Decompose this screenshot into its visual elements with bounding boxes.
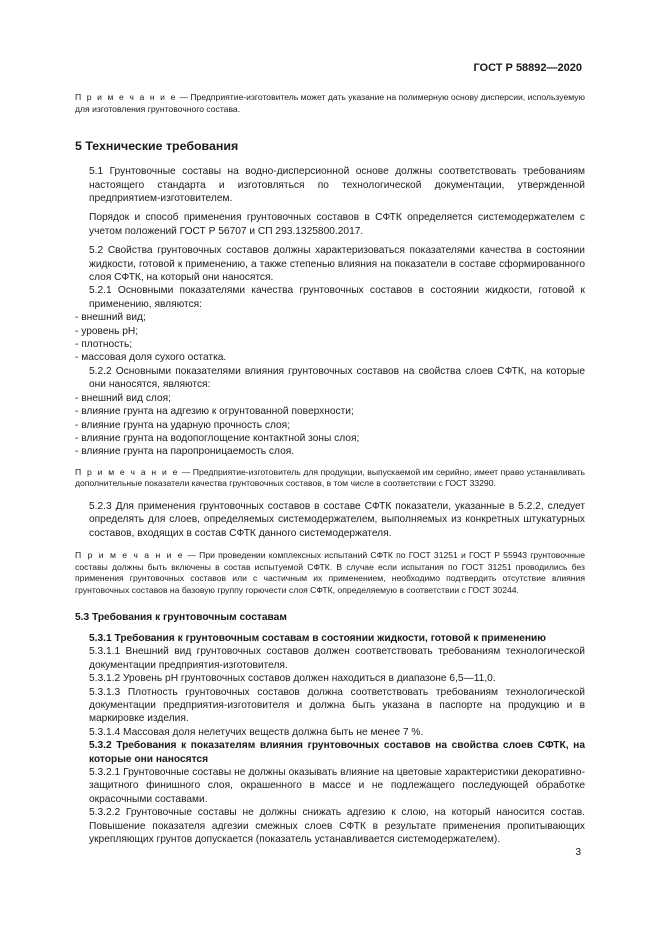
paragraph-5-3-2-2: 5.3.2.2 Грунтовочные составы не должны снижать адгезию к слою, на который наносится состав. Повышение показателя адгезии смежных слоев СФТК в результате применения пропитывающих укрепляющих грунтов допускается (показатель устанавливается системодержателем). — [89, 807, 585, 845]
section-title: 5 Технические требования — [75, 139, 239, 154]
paragraph-5-2: 5.2 Свойства грунтовочных составов должны характеризоваться показателями качества в состоянии жидкости, готовой к применению, а также степенью влияния на показатели в составе сформированного слоя СФТК, на который они наносятся. — [89, 245, 585, 284]
paragraph-5-3-2-1: 5.3.2.1 Грунтовочные составы не должны оказывать влияние на цветовые характеристики декоративно-защитного финишного слоя, окрашенного в массе и не подлежащего последующей обработке окрасочными составами. — [89, 766, 585, 805]
note-text: — Предприятие-изготовитель для продукции, выпускаемой им серийно, имеет право устанавливать дополнительные показатели качества грунтовочных составов, в том числе в соответствии с ГОСТ 33290. — [75, 466, 585, 489]
list-item: - влияние грунта на паропроницаемость слоя. — [75, 446, 295, 458]
heading-5-3: 5.3 Требования к грунтовочным составам — [75, 611, 287, 623]
paragraph-5-3-1-2: 5.3.1.2 Уровень pH грунтовочных составов должен находиться в диапазоне 6,5—11,0. — [89, 673, 496, 685]
paragraph-5-3-1-1: 5.3.1.1 Внешний вид грунтовочных составов должен соответствовать требованиям технологической документации предприятия-изготовителя. — [89, 646, 585, 671]
list-item: - влияние грунта на водопоглощение контактной зоны слоя; — [75, 432, 360, 444]
list-influence — [75, 392, 585, 459]
list-item: - плотность; — [75, 339, 133, 351]
heading-5-3-1: 5.3.1 Требования к грунтовочным составам в состоянии жидкости, готовой к применению — [89, 632, 547, 644]
note-text: — При проведении комплексных испытаний СФТК по ГОСТ 31251 и ГОСТ Р 55943 грунтовочные составы должны быть включены в состав испытуемой СФТК. В случае если испытания по ГОСТ 31251 проводились без применения грунтовочных составов или с частичным их применением, необходимо подтвердить отсутствие влияния грунтовочных составов на базовую группу горючести слоя СФТК, определяемую в соответствии с ГОСТ 30244. — [75, 550, 585, 595]
note-1 — [75, 92, 585, 115]
page-content — [75, 92, 585, 846]
list-item: - массовая доля сухого остатка. — [75, 352, 227, 364]
note-label: П р и м е ч а н и е — [75, 466, 179, 477]
paragraph-5-3-1-4: 5.3.1.4 Массовая доля нелетучих веществ должна быть не менее 7 %. — [89, 726, 424, 738]
list-item: - уровень pH; — [75, 325, 139, 337]
paragraph-5-2-3: 5.2.3 Для применения грунтовочных составов в составе СФТК показатели, указанные в 5.2.2, следует определять для слоев, определяемых системодержателем, выполняемых из конкретных штукатурных составов, входящих в состав СФТК данного системодержателя. — [89, 500, 585, 539]
list-quality — [75, 311, 585, 365]
document-header: ГОСТ Р 58892—2020 — [473, 62, 582, 74]
note-2 — [75, 467, 585, 490]
list-item: - внешний вид слоя; — [75, 392, 171, 404]
paragraph-5-2-1: 5.2.1 Основными показателями качества грунтовочных составов в состоянии жидкости, готовой к применению, являются: — [89, 285, 585, 310]
paragraph-order: Порядок и способ применения грунтовочных составов в СФТК определяется системодержателем с учетом положений ГОСТ Р 56707 и СП 293.1325800.2017. — [89, 212, 585, 237]
paragraph-5-1: 5.1 Грунтовочные составы на водно-дисперсионной основе должны соответствовать требованиям настоящего стандарта и изготовляться по технологической документации, утвержденной предприятием-изготовителем. — [89, 166, 585, 204]
list-item: - влияние грунта на ударную прочность слоя; — [75, 419, 291, 431]
heading-5-3-2: 5.3.2 Требования к показателям влияния грунтовочных составов на свойства слоев СФТК, на которые они наносятся — [89, 740, 585, 765]
note-text: — Предприятие-изготовитель может дать указание на полимерную основу дисперсии, используемую для изготовления грунтовочного состава. — [75, 92, 585, 114]
page-number: 3 — [575, 847, 581, 858]
note-3 — [75, 550, 585, 596]
paragraph-5-2-2: 5.2.2 Основными показателями влияния грунтовочных составов на свойства слоев СФТК, на которые они наносятся, являются: — [89, 365, 585, 391]
paragraph-5-3-1-3: 5.3.1.3 Плотность грунтовочных составов должна соответствовать требованиям технологической документации предприятия-изготовителя и должна быть указана в паспорте на продукцию и в маркировке изделия. — [89, 686, 585, 725]
list-item: - влияние грунта на адгезию к огрунтованной поверхности; — [75, 406, 354, 418]
list-item: - внешний вид; — [75, 312, 146, 324]
note-label: П р и м е ч а н и е — [75, 550, 185, 561]
note-label: П р и м е ч а н и е — [75, 92, 177, 102]
